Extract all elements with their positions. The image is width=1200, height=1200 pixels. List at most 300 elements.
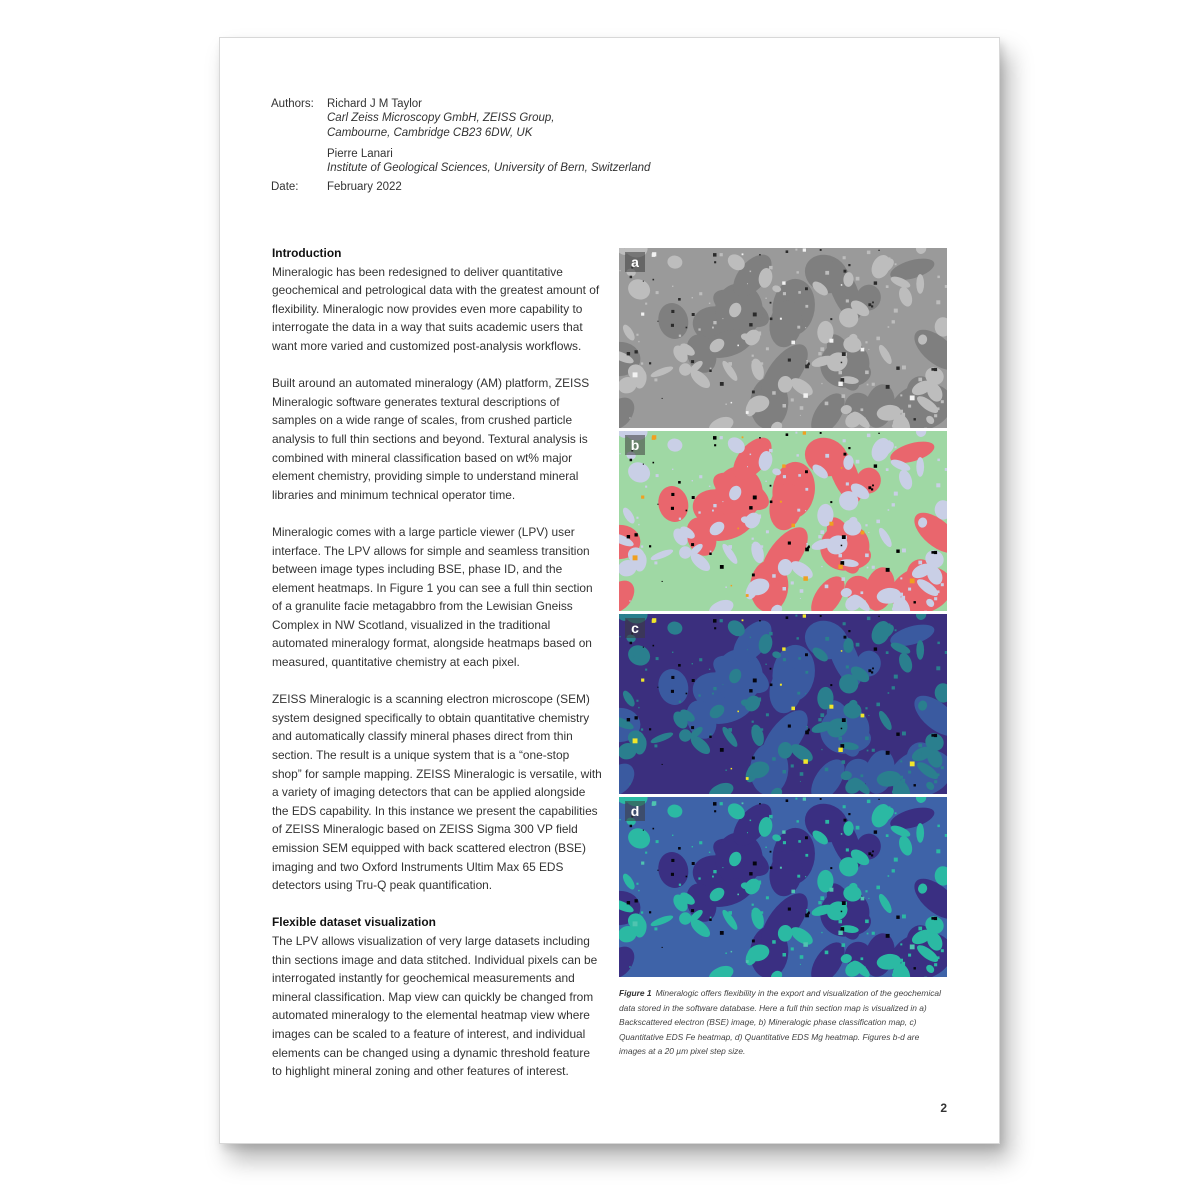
- mineral-speck: [742, 802, 744, 804]
- mineral-speck: [761, 545, 764, 548]
- mineral-speck: [713, 504, 716, 507]
- mineral-speck: [798, 474, 801, 477]
- mineral-speck: [892, 503, 895, 506]
- mineral-speck: [846, 482, 849, 485]
- panel-a-map: [619, 248, 947, 428]
- mineral-speck: [844, 636, 847, 639]
- mineral-speck: [772, 757, 776, 761]
- mineral-speck: [917, 391, 918, 392]
- mineral-speck: [805, 854, 808, 857]
- mineral-speck: [945, 834, 947, 837]
- mineral-speck: [722, 318, 723, 319]
- mineral-speck: [678, 664, 681, 667]
- mineral-speck: [843, 805, 846, 808]
- mineral-speck: [709, 736, 711, 738]
- mineral-speck: [888, 806, 890, 808]
- mineral-speck: [759, 620, 761, 622]
- mineral-speck: [886, 651, 889, 654]
- mineral-speck: [841, 911, 843, 913]
- mineral-speck: [872, 485, 874, 487]
- mineral-speck: [752, 940, 755, 943]
- mineral-speck: [795, 432, 797, 434]
- mineral-speck: [759, 437, 761, 439]
- mineral-speck: [878, 616, 879, 617]
- mineral-speck: [900, 577, 902, 579]
- mineral-speck: [942, 517, 944, 519]
- mineral-speck: [872, 383, 875, 386]
- mineral-speck: [643, 647, 644, 648]
- mineral-speck: [936, 483, 940, 487]
- mineral-speck: [770, 867, 773, 870]
- mineral-speck: [780, 684, 782, 686]
- mineral-speck: [805, 287, 808, 290]
- mineral-speck: [876, 520, 880, 524]
- mineral-speck: [848, 813, 850, 815]
- mineral-speck: [641, 862, 644, 865]
- mineral-speck: [731, 402, 733, 404]
- mineral-speck: [805, 671, 808, 674]
- mineral-speck: [709, 303, 710, 304]
- mineral-speck: [662, 764, 663, 765]
- mineral-speck: [662, 398, 663, 399]
- mineral-speck: [937, 956, 940, 959]
- mineral-speck: [872, 932, 875, 935]
- mineral-speck: [709, 486, 710, 487]
- mineral-speck: [861, 714, 865, 718]
- mineral-speck: [783, 292, 786, 295]
- mineral-speck: [783, 475, 786, 478]
- mineral-speck: [698, 694, 700, 696]
- mineral-speck: [780, 501, 782, 503]
- mineral-speck: [795, 798, 797, 800]
- mineral-speck: [638, 292, 640, 294]
- mineral-speck: [896, 550, 899, 553]
- mineral-speck: [818, 718, 821, 721]
- mineral-speck: [653, 462, 655, 464]
- mineral-speck: [918, 386, 922, 390]
- mineral-speck: [934, 780, 937, 783]
- mineral-speck: [871, 305, 873, 307]
- mineral-speck: [908, 954, 911, 957]
- mineral-speck: [865, 890, 867, 892]
- mineral-speck: [765, 847, 766, 848]
- mineral-speck: [865, 707, 867, 709]
- mineral-speck: [619, 270, 620, 271]
- mineral-speck: [888, 257, 890, 259]
- mineral-speck: [712, 327, 714, 329]
- mineral-speck: [788, 725, 791, 728]
- mineral-speck: [862, 783, 864, 785]
- author2-row: [271, 147, 650, 176]
- mineral-speck: [803, 431, 806, 434]
- mineral-speck: [791, 398, 794, 401]
- mineral-speck: [709, 919, 711, 921]
- panel-c-fe-heatmap: [619, 614, 947, 794]
- mineral-speck: [652, 802, 656, 806]
- mineral-speck: [714, 444, 716, 446]
- mineral-speck: [848, 630, 850, 632]
- mineral-speck: [752, 361, 753, 362]
- mineral-speck: [867, 933, 869, 935]
- introduction-heading: Introduction: [272, 246, 342, 260]
- mineral-speck: [838, 382, 842, 386]
- mineral-speck: [641, 362, 643, 364]
- mineral-speck: [752, 544, 753, 545]
- mineral-speck: [846, 458, 848, 460]
- mineral-speck: [942, 883, 944, 885]
- mineral-speck: [900, 410, 903, 413]
- mineral-speck: [635, 350, 638, 353]
- mineral-speck: [842, 352, 846, 356]
- mineral-speck: [900, 394, 902, 396]
- mineral-speck: [931, 734, 934, 737]
- mineral-speck: [867, 800, 871, 804]
- mineral-speck: [791, 764, 794, 767]
- mineral-speck: [791, 581, 794, 584]
- flexible-paragraph-1: The LPV allows visualization of very large datasets including thin sections image and data stitched. Individual pixels can be interrogated instantly for geochemical measurements and mineral classification. Map view can quickly be changed from automated mineralogy to the elemental heatmap view where images can be scaled to a feature of interest, and individual elements can be changed using a dynamic threshold feature to highlight mineral zoning and other features of interest.: [272, 933, 598, 1079]
- mineral-speck: [691, 543, 694, 546]
- mineral-speck: [843, 256, 846, 259]
- mineral-speck: [672, 469, 673, 470]
- mineral-speck: [788, 542, 791, 545]
- mineral-speck: [678, 847, 681, 850]
- mineral-speck: [910, 945, 915, 950]
- mineral-speck: [900, 943, 902, 945]
- mineral-speck: [725, 953, 727, 955]
- mineral-speck: [862, 966, 864, 968]
- mineral-speck: [633, 738, 638, 743]
- mineral-speck: [820, 432, 822, 434]
- mineral-speck: [945, 285, 947, 288]
- mineral-speck: [742, 619, 744, 621]
- mineral-speck: [746, 411, 749, 414]
- mineral-speck: [865, 341, 867, 343]
- mineral-speck: [780, 867, 782, 869]
- mineral-speck: [710, 917, 712, 919]
- mineral-speck: [672, 652, 673, 653]
- mineral-speck: [657, 504, 658, 505]
- mineral-speck: [671, 324, 674, 327]
- mineral-speck: [686, 510, 688, 512]
- mineral-speck: [770, 485, 772, 487]
- mineral-speck: [894, 492, 898, 496]
- mineral-speck: [820, 798, 822, 800]
- mineral-speck: [720, 802, 723, 805]
- mineral-speck: [934, 414, 937, 417]
- mineral-speck: [686, 693, 688, 695]
- mineral-speck: [931, 368, 934, 371]
- mineral-speck: [876, 337, 880, 341]
- mineral-speck: [654, 561, 657, 564]
- mineral-speck: [783, 953, 787, 957]
- mineral-speck: [902, 366, 906, 370]
- mineral-speck: [900, 760, 902, 762]
- mineral-speck: [872, 566, 875, 569]
- mineral-speck: [830, 318, 832, 320]
- mineral-speck: [662, 581, 663, 582]
- mineral-speck: [749, 872, 752, 875]
- mineral-speck: [769, 449, 773, 453]
- mineral-speck: [722, 684, 723, 685]
- mineral-speck: [901, 962, 905, 966]
- mineral-speck: [671, 873, 674, 876]
- mineral-speck: [917, 940, 918, 941]
- mineral-speck: [766, 530, 769, 533]
- mineral-speck: [749, 323, 752, 326]
- figure-caption-text: Mineralogic offers flexibility in the export and visualization of the geochemical data stored in the software database. Here a full thin section map is visualized in a) Backscattered electron (BSE) image, b) Mineralogic phase classification map, c) Quantitative EDS Fe heatmap, d) Quantitative EDS Mg heatmap. Figures b-d are images at a 20 µm pixel step size.: [619, 988, 941, 1057]
- mineral-speck: [638, 341, 639, 342]
- mineral-speck: [888, 440, 890, 442]
- mineral-speck: [720, 253, 723, 256]
- mineral-speck: [765, 298, 766, 299]
- panel-b-label: b: [625, 435, 645, 455]
- mineral-speck: [878, 250, 879, 251]
- mineral-speck: [679, 518, 681, 520]
- mineral-speck: [821, 749, 822, 750]
- mineral-speck: [806, 726, 808, 728]
- mineral-speck: [867, 384, 869, 386]
- mineral-speck: [908, 405, 911, 408]
- mineral-speck: [900, 593, 903, 596]
- mineral-speck: [841, 650, 843, 652]
- mineral-speck: [797, 509, 800, 512]
- mineral-speck: [825, 454, 829, 458]
- mineral-speck: [671, 310, 674, 313]
- date-label: Date:: [271, 181, 299, 194]
- mineral-speck: [821, 324, 823, 326]
- mineral-speck: [786, 250, 789, 253]
- mineral-speck: [798, 840, 801, 843]
- mineral-speck: [656, 840, 659, 843]
- mineral-speck: [825, 271, 829, 275]
- mineral-speck: [630, 825, 633, 828]
- mineral-speck: [830, 867, 832, 869]
- mineral-speck: [838, 931, 842, 935]
- intro-paragraph-2: Built around an automated mineralogy (AM) platform, ZEISS Mineralogic software generates textural descriptions of samples on a wide range of scales, from crushed particle analysis to full thin sections and beyond. Textural analysis is combined with mineral classification based on wt% major element chemistry, providing simple to understand mineral libraries and minimum technical operator time.: [272, 376, 590, 502]
- mineral-speck: [892, 791, 895, 794]
- mineral-speck: [692, 846, 693, 847]
- mineral-speck: [888, 623, 890, 625]
- mineral-speck: [867, 434, 871, 438]
- mineral-speck: [635, 716, 638, 719]
- mineral-speck: [892, 608, 895, 611]
- mineral-speck: [945, 468, 947, 471]
- mineral-speck: [871, 854, 873, 856]
- mineral-speck: [805, 914, 809, 918]
- mineral-speck: [842, 901, 846, 905]
- mineral-speck: [874, 464, 877, 467]
- mineral-speck: [840, 378, 844, 382]
- mineral-speck: [782, 830, 785, 833]
- mineral-speck: [807, 362, 808, 363]
- mineral-speck: [934, 917, 937, 920]
- mineral-speck: [656, 657, 659, 660]
- mineral-speck: [737, 894, 739, 896]
- mineral-speck: [641, 911, 643, 913]
- mineral-speck: [842, 535, 846, 539]
- mineral-speck: [820, 347, 824, 351]
- mineral-speck: [750, 454, 752, 456]
- mineral-speck: [638, 658, 640, 660]
- mineral-speck: [918, 744, 922, 748]
- mineral-speck: [709, 553, 711, 555]
- mineral-speck: [861, 348, 865, 352]
- mineral-speck: [843, 439, 846, 442]
- mineral-speck: [803, 942, 808, 947]
- mineral-speck: [878, 433, 879, 434]
- mineral-speck: [937, 773, 940, 776]
- mineral-speck: [636, 883, 638, 885]
- mineral-speck: [861, 408, 864, 411]
- mineral-speck: [886, 385, 890, 389]
- mineral-speck: [937, 825, 940, 828]
- mineral-speck: [691, 360, 694, 363]
- mineral-speck: [679, 701, 681, 703]
- mineral-speck: [728, 362, 732, 366]
- mineral-speck: [861, 957, 864, 960]
- mineral-speck: [791, 341, 795, 345]
- mineral-speck: [641, 545, 643, 547]
- mineral-speck: [671, 507, 674, 510]
- mineral-speck: [692, 496, 695, 499]
- mineral-speck: [848, 447, 850, 449]
- mineral-speck: [931, 551, 934, 554]
- mineral-speck: [720, 748, 724, 752]
- flexible-visualization-heading: Flexible dataset visualization: [272, 915, 436, 930]
- mineral-speck: [709, 370, 711, 372]
- intro-paragraph-4: ZEISS Mineralogic is a scanning electron microscope (SEM) system designed specifically to obtain quantitative chemistry and automatically classify mineral phases direct from thin section. The result is a unique system that is a “one-stop shop” for sample mapping. ZEISS Mineralogic is versatile, with a variety of imaging detectors that can be applied alongside the EDS capability. In this instance we present the capabilities of ZEISS Mineralogic based on ZEISS Sigma 300 VP field emission SEM equipped with back scattered electron (BSE) imaging and two Oxford Instruments Ultim Max 65 EDS detectors using Tru-Q peak quantification.: [272, 692, 602, 893]
- mineral-speck: [818, 535, 821, 538]
- mineral-speck: [709, 852, 710, 853]
- author2-name: Pierre Lanari: [327, 147, 393, 160]
- mineral-speck: [797, 271, 799, 273]
- mineral-speck: [671, 859, 674, 862]
- mineral-speck: [821, 873, 823, 875]
- mineral-speck: [821, 383, 822, 384]
- mineral-speck: [797, 326, 800, 329]
- mineral-speck: [739, 856, 741, 858]
- mineral-speck: [769, 632, 773, 636]
- mineral-speck: [746, 960, 749, 963]
- mineral-speck: [629, 783, 630, 784]
- mineral-speck: [728, 728, 732, 732]
- mineral-speck: [868, 715, 869, 716]
- mineral-speck: [861, 774, 864, 777]
- mineral-speck: [806, 543, 808, 545]
- mineral-speck: [805, 488, 808, 491]
- mineral-speck: [867, 567, 869, 569]
- mineral-speck: [892, 425, 895, 428]
- mineral-speck: [865, 371, 869, 375]
- mineral-speck: [753, 862, 757, 866]
- mineral-speck: [886, 834, 889, 837]
- mineral-speck: [635, 533, 638, 536]
- mineral-speck: [805, 510, 806, 511]
- date-row: [271, 180, 650, 194]
- mineral-speck: [637, 750, 639, 752]
- mineral-speck: [630, 459, 633, 462]
- mineral-speck: [649, 911, 651, 913]
- mineral-speck: [805, 470, 808, 473]
- mineral-speck: [872, 749, 875, 752]
- mineral-speck: [710, 551, 712, 553]
- mineral-speck: [901, 779, 905, 783]
- mineral-speck: [821, 932, 822, 933]
- mineral-speck: [731, 951, 733, 953]
- mineral-speck: [865, 554, 869, 558]
- intro-paragraph-1: Mineralogic has been redesigned to deliver quantitative geochemical and petrological data with the greatest amount of flexibility. Mineralogic now provides even more capability to interrogate the data in a way that suits academic users that want more varied and customized post-analysis workflows.: [272, 264, 600, 353]
- mineral-speck: [806, 360, 808, 362]
- mineral-speck: [856, 277, 860, 281]
- mineral-speck: [725, 404, 727, 406]
- figure-caption: [619, 986, 947, 1059]
- mineral-speck: [821, 690, 823, 692]
- mineral-speck: [846, 824, 848, 826]
- mineral-speck: [937, 590, 940, 593]
- mineral-speck: [918, 752, 922, 756]
- mineral-speck: [791, 707, 795, 711]
- mineral-speck: [761, 911, 764, 914]
- mineral-speck: [720, 931, 724, 935]
- mineral-speck: [728, 545, 732, 549]
- mineral-speck: [874, 830, 877, 833]
- mineral-speck: [846, 848, 849, 851]
- mineral-speck: [861, 591, 864, 594]
- mineral-speck: [820, 249, 822, 251]
- mineral-speck: [942, 700, 944, 702]
- mineral-speck: [803, 248, 806, 251]
- mineral-speck: [692, 679, 695, 682]
- mineral-grain: [916, 274, 924, 294]
- mineral-speck: [720, 382, 724, 386]
- mineral-speck: [846, 299, 849, 302]
- mineral-speck: [800, 415, 801, 416]
- mineral-speck: [753, 679, 757, 683]
- mineral-speck: [752, 910, 753, 911]
- mineral-speck: [894, 309, 898, 313]
- mineral-speck: [910, 762, 915, 767]
- mineral-speck: [653, 645, 655, 647]
- mineral-speck: [936, 849, 940, 853]
- mineral-speck: [892, 869, 895, 872]
- mineral-speck: [720, 619, 723, 622]
- mineral-speck: [739, 673, 741, 675]
- panel-d-map: [619, 797, 947, 977]
- mineral-speck: [934, 734, 937, 737]
- mineral-speck: [635, 899, 638, 902]
- mineral-speck: [841, 284, 843, 286]
- mineral-speck: [830, 684, 832, 686]
- mineral-speck: [678, 481, 681, 484]
- mineral-speck: [630, 642, 633, 645]
- mineral-speck: [803, 797, 806, 800]
- mineral-speck: [747, 649, 748, 650]
- mineral-speck: [750, 820, 752, 822]
- mineral-speck: [652, 253, 656, 257]
- mineral-speck: [934, 597, 937, 600]
- mineral-speck: [934, 368, 937, 371]
- mineral-speck: [888, 326, 890, 328]
- mineral-speck: [750, 271, 752, 273]
- mineral-speck: [861, 897, 865, 901]
- mineral-speck: [820, 530, 824, 534]
- mineral-speck: [725, 587, 727, 589]
- mineral-speck: [783, 841, 786, 844]
- mineral-speck: [791, 947, 794, 950]
- mineral-speck: [633, 473, 635, 475]
- mineral-speck: [865, 524, 867, 526]
- mineral-speck: [896, 916, 899, 919]
